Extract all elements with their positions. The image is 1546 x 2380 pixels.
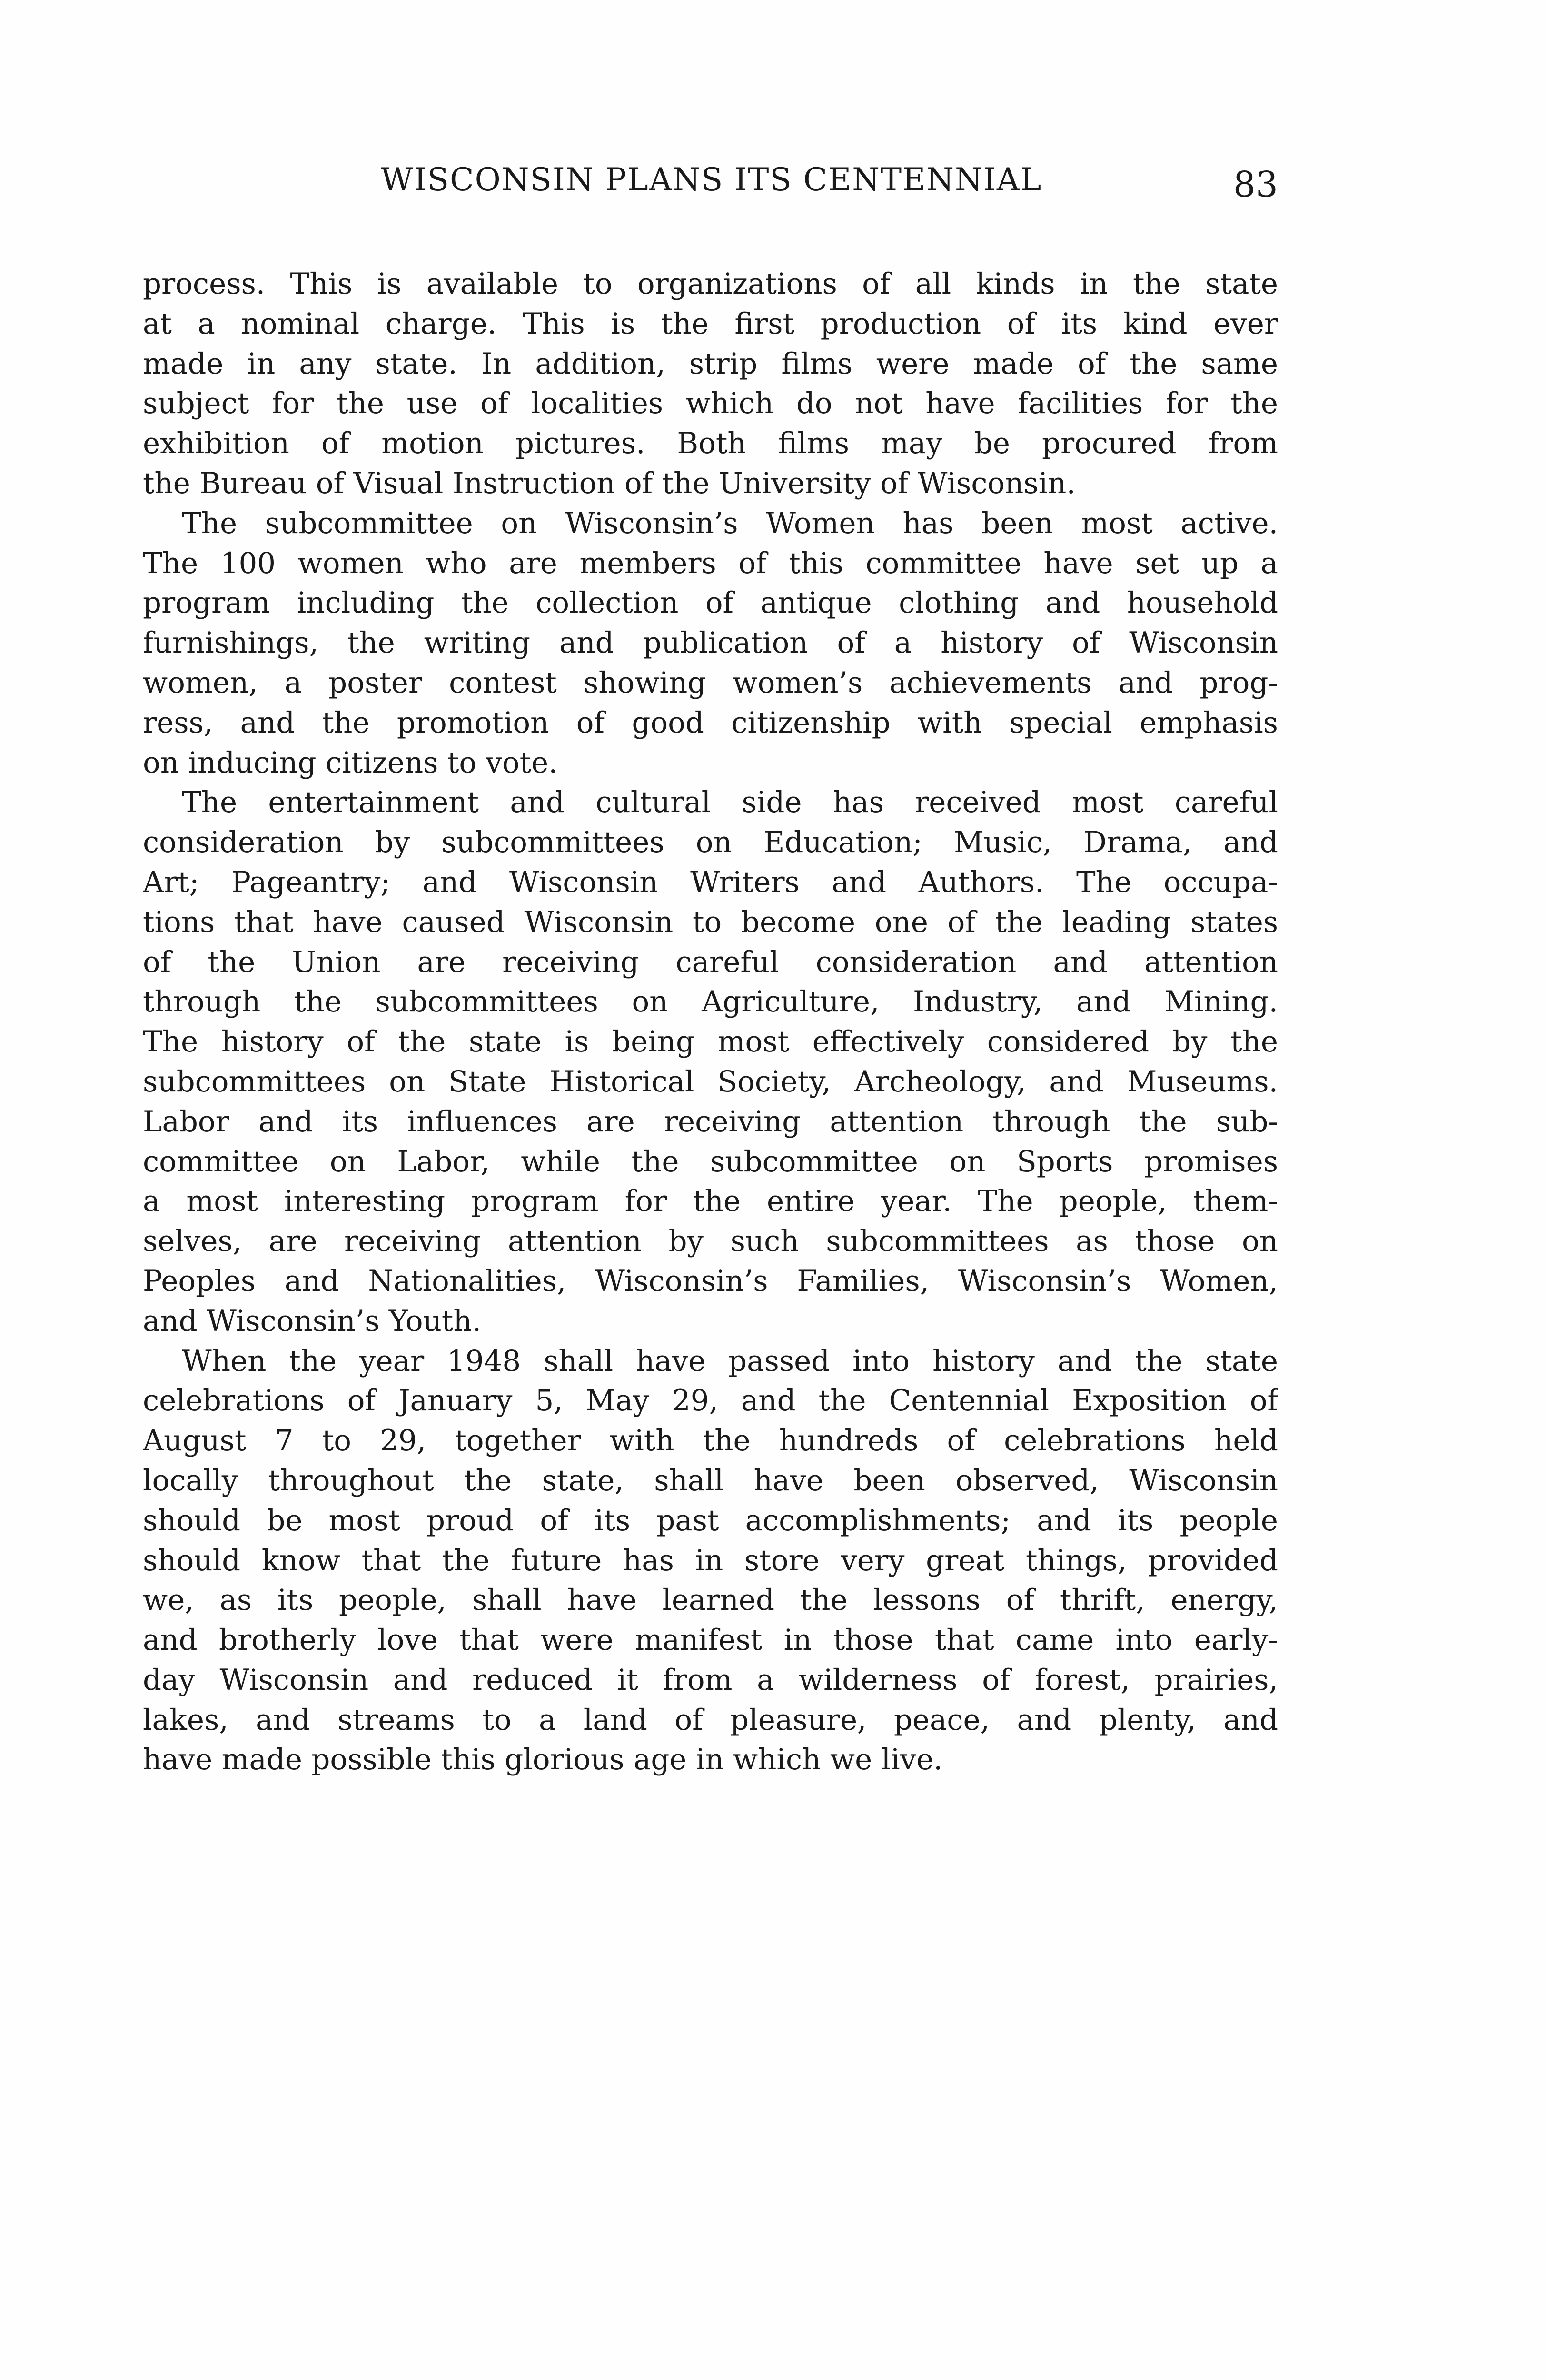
text-line: through the subcommittees on Agriculture, Industry, and Mining. xyxy=(143,985,1278,1019)
text-line: and Wisconsin’s Youth. xyxy=(143,1304,482,1338)
text-line: at a nominal charge. This is the first production of its kind ever xyxy=(143,307,1278,341)
text-line: committee on Labor, while the subcommittee on Sports promises xyxy=(143,1144,1278,1179)
text-line: Art; Pageantry; and Wisconsin Writers and Authors. The occupa- xyxy=(143,865,1278,899)
text-line: Labor and its influences are receiving attention through the sub- xyxy=(143,1104,1278,1139)
text-line: should be most proud of its past accomplishments; and its people xyxy=(143,1503,1278,1537)
text-line: exhibition of motion pictures. Both films may be procured from xyxy=(143,426,1278,461)
text-line: women, a poster contest showing women’s achievements and prog- xyxy=(143,665,1278,700)
text-line: The history of the state is being most effectively considered by the xyxy=(143,1025,1278,1059)
text-line: furnishings, the writing and publication of a history of Wisconsin xyxy=(143,626,1278,660)
text-line: When the year 1948 shall have passed into history and the state xyxy=(182,1344,1278,1378)
text-line: process. This is available to organizations of all kinds in the state xyxy=(143,267,1278,301)
text-line: Peoples and Nationalities, Wisconsin’s Families, Wisconsin’s Women, xyxy=(143,1264,1278,1298)
text-line: day Wisconsin and reduced it from a wilderness of forest, prairies, xyxy=(143,1663,1278,1697)
text-line: selves, are receiving attention by such subcommittees as those on xyxy=(143,1224,1278,1259)
text-line: on inducing citizens to vote. xyxy=(143,745,558,780)
text-line: subject for the use of localities which do not have facilities for the xyxy=(143,387,1278,421)
text-line: subcommittees on State Historical Society, Archeology, and Museums. xyxy=(143,1064,1278,1099)
text-line: locally throughout the state, shall have been observed, Wisconsin xyxy=(143,1463,1278,1497)
running-head xyxy=(143,161,1278,217)
text-line: have made possible this glorious age in which we live. xyxy=(143,1743,943,1777)
page-number: 83 xyxy=(1233,164,1278,205)
paragraph-2 xyxy=(143,504,1278,783)
text-line: of the Union are receiving careful consideration and attention xyxy=(143,945,1278,979)
text-line: ress, and the promotion of good citizenship with special emphasis xyxy=(143,705,1278,740)
paragraph-4 xyxy=(143,1341,1278,1780)
text-line: and brotherly love that were manifest in those that came into early- xyxy=(143,1623,1278,1657)
text-line: The entertainment and cultural side has received most careful xyxy=(182,785,1278,820)
text-line: celebrations of January 5, May 29, and the Centennial Exposition of xyxy=(143,1384,1278,1418)
text-line: we, as its people, shall have learned the lessons of thrift, energy, xyxy=(143,1583,1278,1617)
text-line: August 7 to 29, together with the hundreds of celebrations held xyxy=(143,1424,1278,1458)
text-line: lakes, and streams to a land of pleasure, peace, and plenty, and xyxy=(143,1703,1278,1737)
text-line: a most interesting program for the entire year. The people, them- xyxy=(143,1184,1278,1219)
paragraph-3 xyxy=(143,783,1278,1341)
text-line: should know that the future has in store very great things, provided xyxy=(143,1543,1278,1577)
text-line: tions that have caused Wisconsin to become one of the leading states xyxy=(143,905,1278,939)
paragraph-1 xyxy=(143,264,1278,504)
body-text xyxy=(143,264,1278,1780)
text-line: The 100 women who are members of this committee have set up a xyxy=(143,546,1278,580)
text-line: consideration by subcommittees on Education; Music, Drama, and xyxy=(143,825,1278,860)
text-line: made in any state. In addition, strip films were made of the same xyxy=(143,347,1278,381)
running-title: WISCONSIN PLANS ITS CENTENNIAL xyxy=(381,161,1042,198)
text-line: the Bureau of Visual Instruction of the University of Wisconsin. xyxy=(143,466,1076,500)
text-line: The subcommittee on Wisconsin’s Women has been most active. xyxy=(182,506,1278,540)
text-line: program including the collection of antique clothing and household xyxy=(143,586,1278,620)
